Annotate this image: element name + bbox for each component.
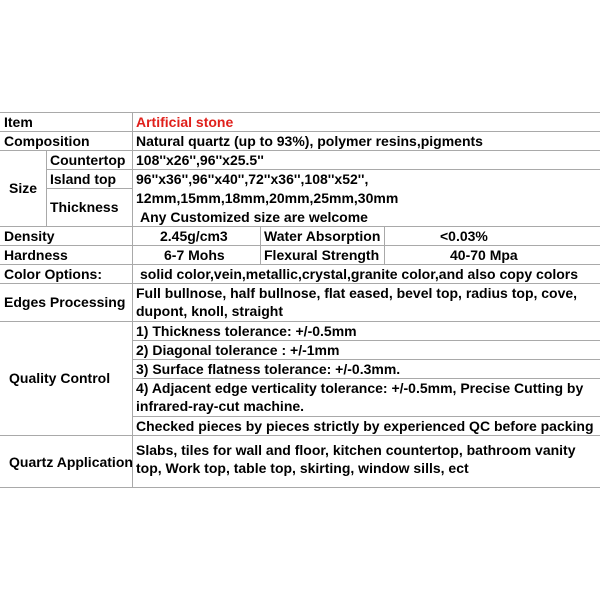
thickness-value: 12mm,15mm,18mm,20mm,25mm,30mm [136,190,399,206]
qc-item: 1) Thickness tolerance: +/-0.5mm [136,323,357,339]
column-divider [46,150,47,226]
column-divider [384,226,385,264]
qc-item: 2) Diagonal tolerance : +/-1mm [136,342,340,358]
row-divider [0,112,600,113]
thickness-label: Thickness [50,199,119,215]
item-value: Artificial stone [136,114,234,130]
qc-item: 3) Surface flatness tolerance: +/-0.3mm. [136,361,401,377]
composition-value: Natural quartz (up to 93%), polymer resins,pigments [136,133,483,149]
color-options-label: Color Options: [4,266,102,282]
row-divider [0,487,600,488]
hardness-label: Hardness [4,247,68,263]
water-absorption-value: <0.03% [440,228,488,244]
quartz-application-value: Slabs, tiles for wall and floor, kitchen countertop, bathroom vanity top, Work top, table top, skirting, window sills, ect [136,442,576,476]
flexural-strength-value: 40-70 Mpa [450,247,518,263]
column-divider [132,112,133,488]
color-options-value: solid color,vein,metallic,crystal,granite color,and also copy colors [140,266,579,282]
quartz-application-label: Quartz Application [9,454,133,470]
qc-item: 4) Adjacent edge verticality tolerance: +/-0.5mm, Precise Cutting by infrared-ray-cut machine. [136,380,584,414]
density-label: Density [4,228,55,244]
island-top-label: Island top [50,171,117,187]
column-divider [260,226,261,264]
hardness-value: 6-7 Mohs [164,247,225,263]
row-divider [0,435,600,436]
edges-processing-value: Full bullnose, half bullnose, flat eased, bevel top, radius top, cove, dupont, knoll, straight [136,285,578,319]
countertop-label: Countertop [50,152,126,168]
island-top-value: 96''x36'',96''x40'',72''x36'',108''x52'', [136,171,369,187]
spec-table [0,112,600,488]
edges-processing-label: Edges Processing [4,294,126,310]
custom-size-note: Any Customized size are welcome [140,209,368,225]
row-divider [46,188,132,189]
composition-label: Composition [4,133,90,149]
quality-control-label: Quality Control [9,370,111,386]
countertop-value: 108''x26'',96''x25.5'' [136,152,264,168]
water-absorption-label: Water Absorption [264,228,381,244]
size-label: Size [9,180,38,196]
item-label: Item [4,114,33,130]
qc-item: Checked pieces by pieces strictly by experienced QC before packing [136,418,594,434]
flexural-strength-label: Flexural Strength [264,247,380,263]
density-value: 2.45g/cm3 [160,228,228,244]
